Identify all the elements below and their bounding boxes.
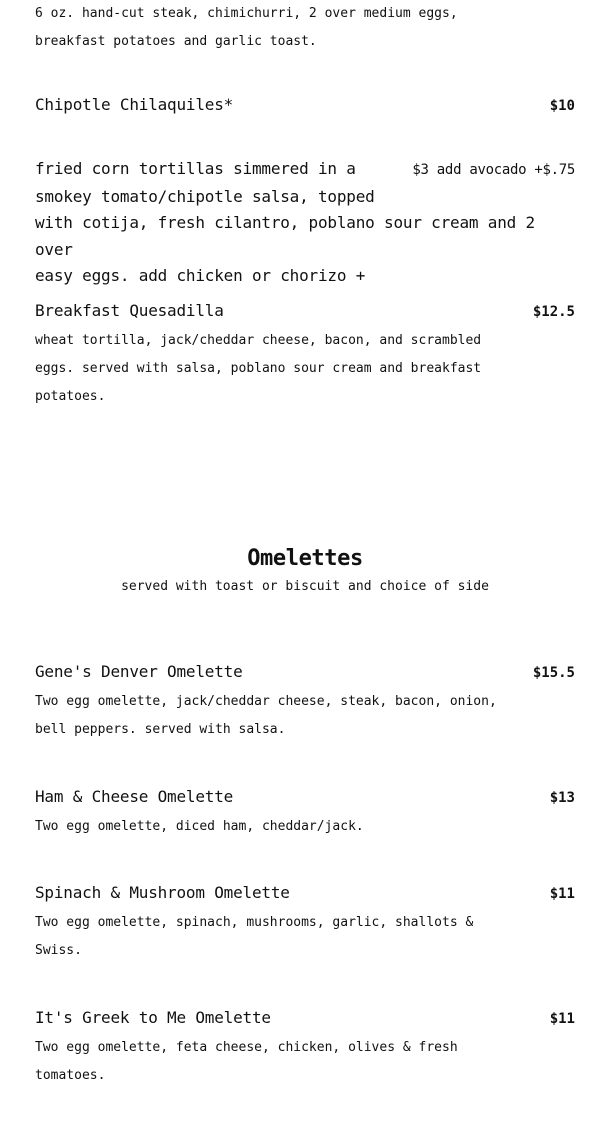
menu-item-price: $15.5 [532,665,575,681]
menu-item-description: Two egg omelette, spinach, mushrooms, garlic, shallots & Swiss. [35,915,474,958]
steak-eggs-description-line-1: 6 oz. hand-cut steak, chimichurri, 2 over medium eggs, [35,6,458,21]
chilaquiles-addon-text: $3 add avocado +$.75 [412,162,575,178]
steak-eggs-description [35,0,575,56]
menu-item-quesadilla [35,300,575,411]
menu-item-ham-cheese-omelette [35,786,575,841]
menu-item-description: wheat tortilla, jack/cheddar cheese, bacon, and scrambled eggs. served with salsa, poblano sour cream and breakfast potatoes. [35,333,482,404]
menu-item-spinach-mushroom-omelette [35,882,575,965]
menu-item-description: Two egg omelette, feta cheese, chicken, olives & fresh tomatoes. [35,1040,458,1083]
chilaquiles-description-line-4: easy eggs. add chicken or chorizo + [35,266,366,285]
menu-item-name: Gene's Denver Omelette [35,662,243,681]
chilaquiles-description-line-2: smokey tomato/chipotle salsa, topped [35,186,375,206]
menu-item-price: $10 [549,98,575,114]
menu-item-name: Breakfast Quesadilla [35,301,224,320]
menu-item-description: Two egg omelette, jack/cheddar cheese, steak, bacon, onion, bell peppers. served with salsa. [35,694,497,737]
chilaquiles-description-line-3: with cotija, fresh cilantro, poblano sour cream and 2 over [35,213,535,259]
menu-item-price: $11 [549,1011,575,1027]
steak-eggs-description-line-2: breakfast potatoes and garlic toast. [35,34,317,49]
chilaquiles-description [35,156,575,290]
chilaquiles-description-line-1: fried corn tortillas simmered in a [35,159,356,178]
menu-item-name: Ham & Cheese Omelette [35,787,234,806]
section-title: Omelettes [247,546,363,571]
menu-item-price: $13 [549,790,575,806]
menu-item-name: Spinach & Mushroom Omelette [35,883,290,902]
menu-item-denver-omelette [35,661,575,744]
omelettes-section-header [35,545,575,597]
section-subtitle: served with toast or biscuit and choice of side [121,579,489,594]
menu-item-price: $11 [549,886,575,902]
menu-item-name: Chipotle Chilaquiles* [35,95,234,114]
menu-item-description: Two egg omelette, diced ham, cheddar/jack. [35,819,364,834]
menu-item-price: $12.5 [532,304,575,320]
menu-item-name: It's Greek to Me Omelette [35,1008,271,1027]
menu-item-greek-omelette [35,1007,575,1090]
menu-item-chilaquiles [35,94,575,117]
